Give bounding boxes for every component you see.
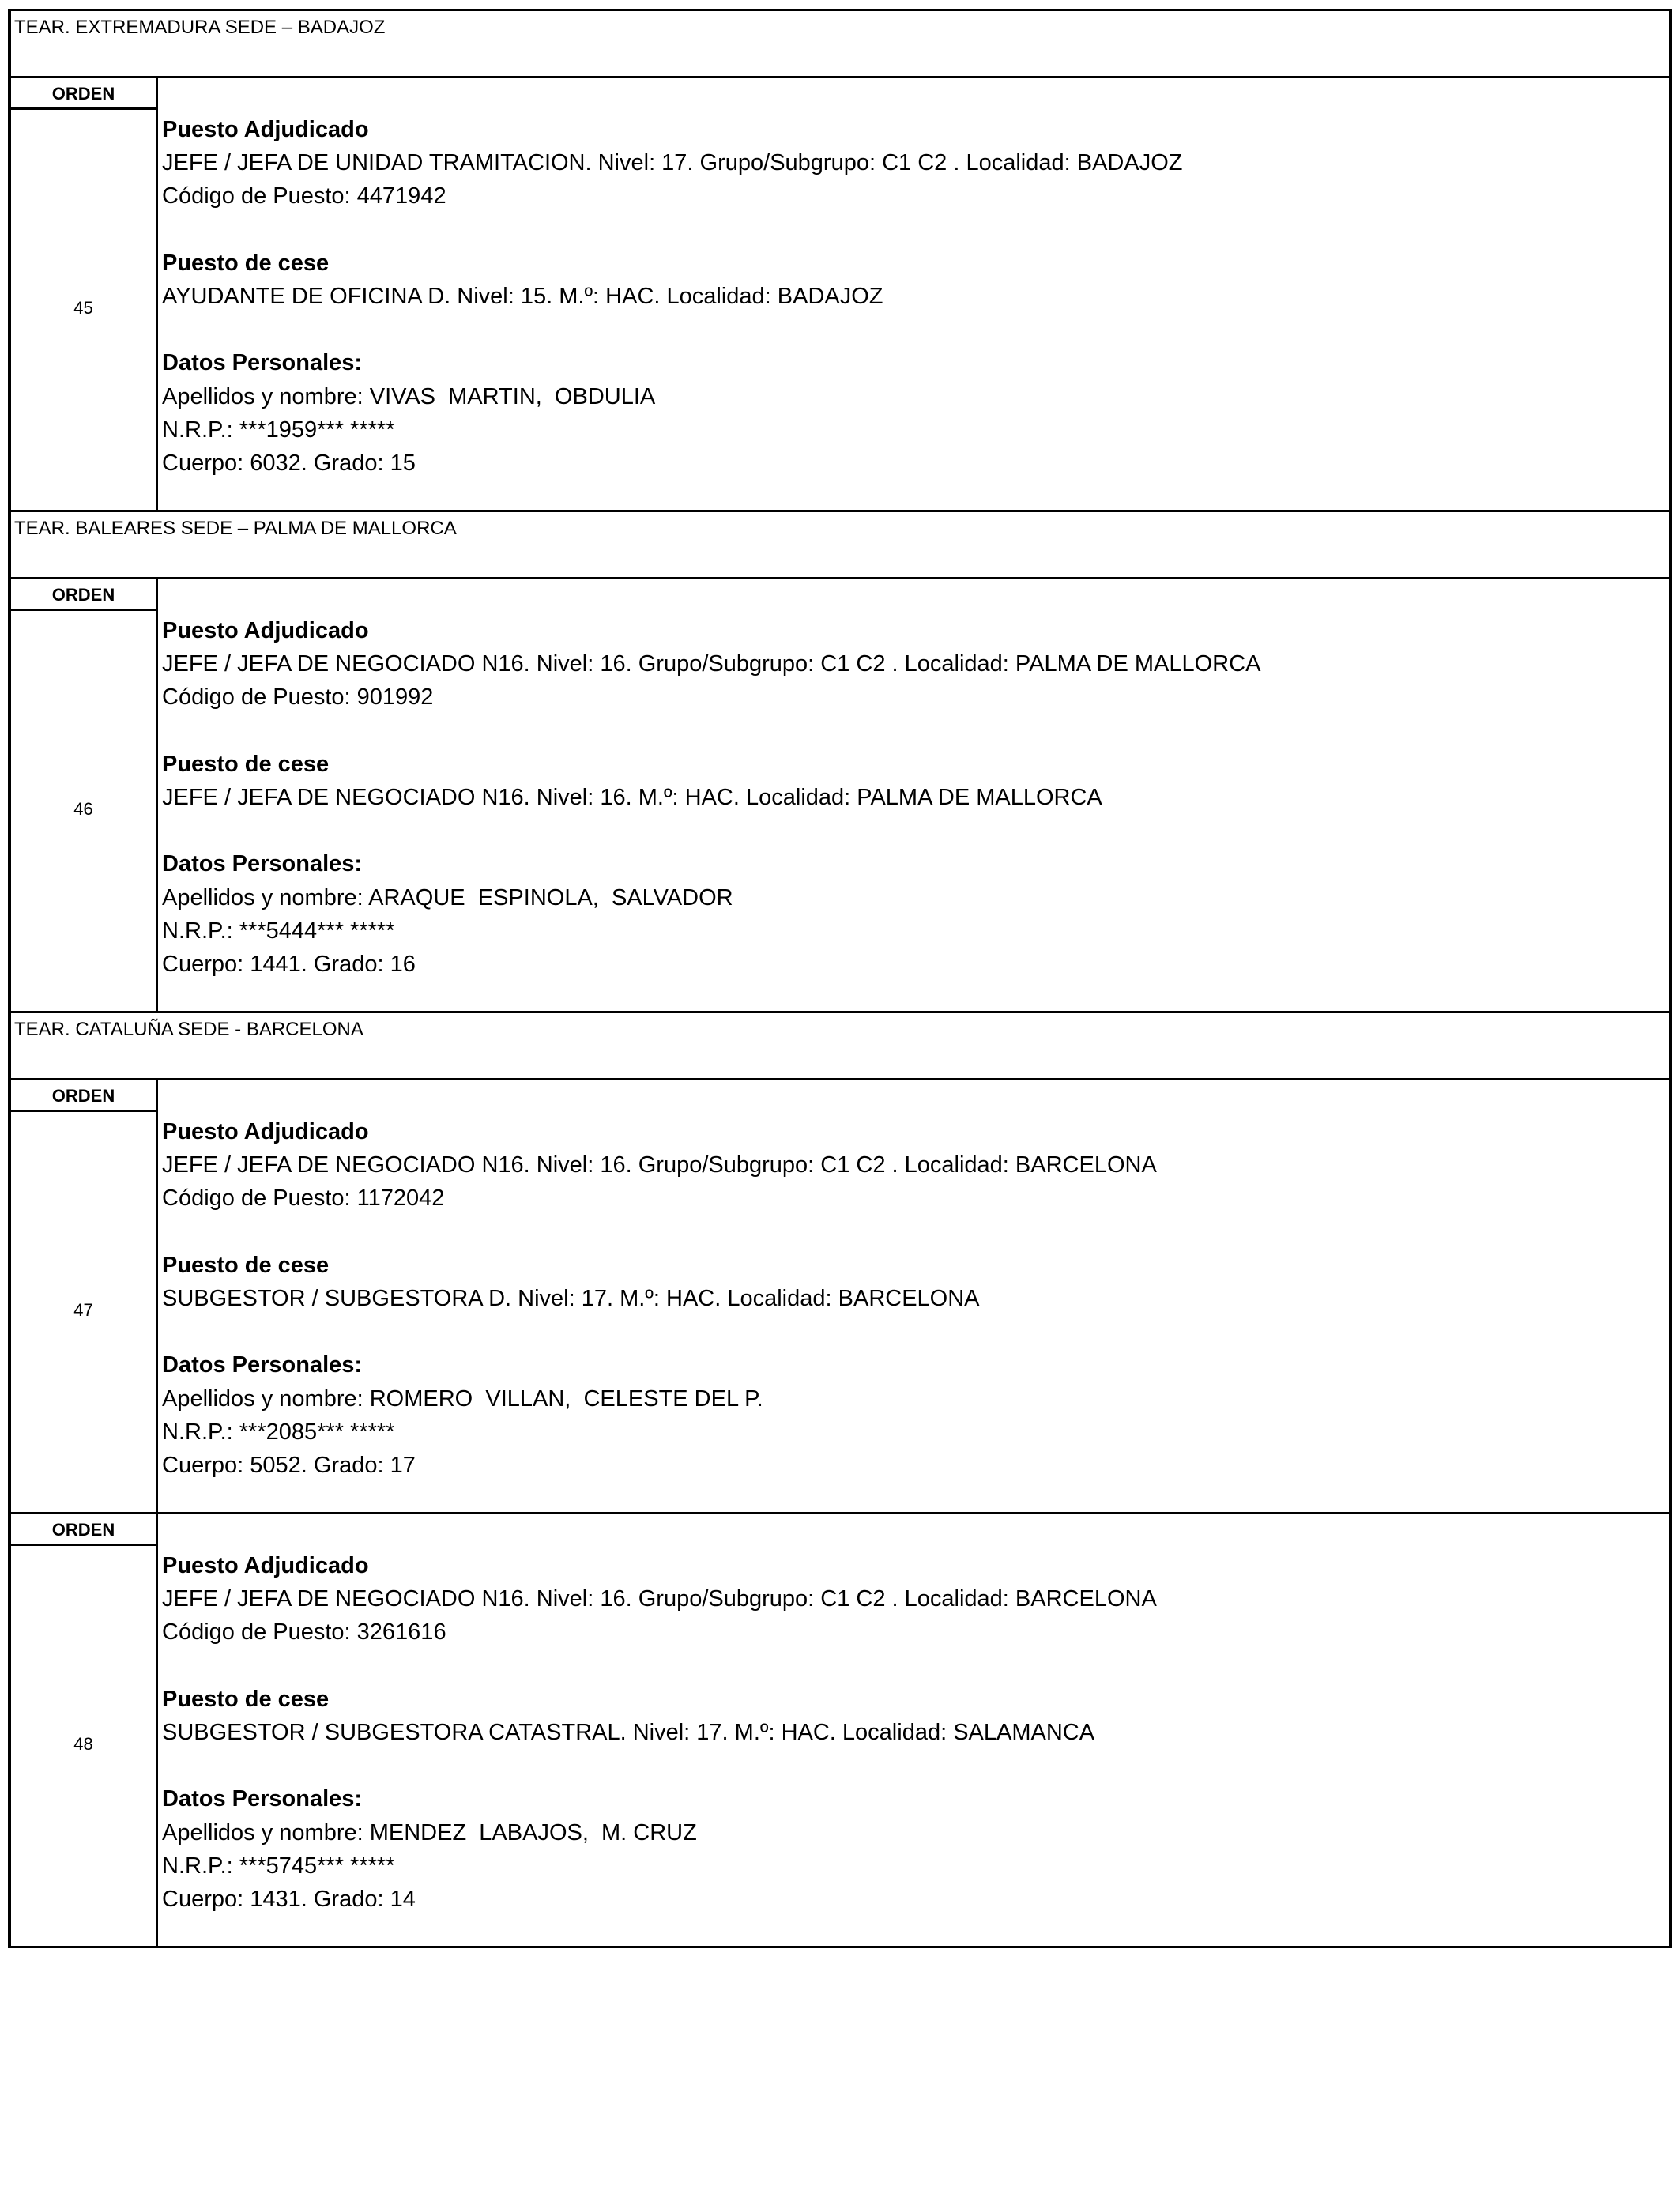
table-row (11, 76, 1669, 510)
orden-number: 47 (73, 1300, 93, 1320)
entry-details (158, 78, 1669, 510)
puesto-cese-value: AYUDANTE DE OFICINA D. Nivel: 15. M.º: HAC. Localidad: BADAJOZ (162, 284, 883, 309)
orden-column (11, 1080, 158, 1512)
puesto-cese-title: Puesto de cese (162, 250, 330, 276)
puesto-adjudicado-value: JEFE / JEFA DE NEGOCIADO N16. Nivel: 16. Grupo/Subgrupo: C1 C2 . Localidad: BARCELONA (162, 1586, 1157, 1612)
section-header: TEAR. CATALUÑA SEDE - BARCELONA (11, 1011, 1669, 1078)
codigo-puesto: Código de Puesto: 901992 (162, 684, 434, 711)
cuerpo-grado: Cuerpo: 6032. Grado: 15 (162, 450, 416, 476)
puesto-cese-title: Puesto de cese (162, 1252, 330, 1278)
puesto-adjudicado-title: Puesto Adjudicado (162, 117, 369, 142)
apellidos-nombre: Apellidos y nombre: ROMERO VILLAN, CELESTE DEL P. (162, 1385, 763, 1412)
entry-details (158, 579, 1669, 1011)
codigo-puesto: Código de Puesto: 3261616 (162, 1619, 446, 1646)
table-row (11, 1512, 1669, 1946)
cuerpo-grado: Cuerpo: 1441. Grado: 16 (162, 952, 416, 977)
cuerpo-grado: Cuerpo: 1431. Grado: 14 (162, 1887, 416, 1912)
orden-label: ORDEN (11, 78, 156, 110)
puesto-adjudicado-value: JEFE / JEFA DE UNIDAD TRAMITACION. Nivel: 17. Grupo/Subgrupo: C1 C2 . Localidad: BADAJOZ (162, 150, 1183, 176)
puesto-cese-value: SUBGESTOR / SUBGESTORA CATASTRAL. Nivel: 17. M.º: HAC. Localidad: SALAMANCA (162, 1720, 1095, 1745)
datos-personales-title: Datos Personales: (162, 1352, 363, 1378)
puesto-cese-title: Puesto de cese (162, 751, 330, 777)
puesto-adjudicado-title: Puesto Adjudicado (162, 1119, 369, 1144)
nrp: N.R.P.: ***5444*** ***** (162, 918, 395, 944)
orden-number: 46 (73, 799, 93, 819)
datos-personales-title: Datos Personales: (162, 851, 363, 877)
section-header: TEAR. EXTREMADURA SEDE – BADAJOZ (11, 9, 1669, 76)
datos-personales-title: Datos Personales: (162, 1786, 363, 1812)
codigo-puesto: Código de Puesto: 4471942 (162, 183, 446, 209)
puesto-adjudicado-title: Puesto Adjudicado (162, 618, 369, 643)
cuerpo-grado: Cuerpo: 5052. Grado: 17 (162, 1453, 416, 1478)
orden-column (11, 1514, 158, 1946)
entry-details (158, 1080, 1669, 1512)
nrp: N.R.P.: ***1959*** ***** (162, 417, 395, 443)
orden-number: 48 (73, 1734, 93, 1754)
entry-details (158, 1514, 1669, 1946)
puesto-cese-value: JEFE / JEFA DE NEGOCIADO N16. Nivel: 16. M.º: HAC. Localidad: PALMA DE MALLORCA (162, 785, 1102, 810)
apellidos-nombre: Apellidos y nombre: VIVAS MARTIN, OBDULIA (162, 383, 656, 409)
orden-label: ORDEN (11, 1080, 156, 1112)
orden-column (11, 579, 158, 1011)
orden-number: 45 (73, 298, 93, 318)
puesto-adjudicado-value: JEFE / JEFA DE NEGOCIADO N16. Nivel: 16. Grupo/Subgrupo: C1 C2 . Localidad: BARCELONA (162, 1152, 1157, 1178)
nrp: N.R.P.: ***5745*** ***** (162, 1853, 395, 1879)
puesto-cese-title: Puesto de cese (162, 1686, 330, 1712)
puesto-adjudicado-value: JEFE / JEFA DE NEGOCIADO N16. Nivel: 16. Grupo/Subgrupo: C1 C2 . Localidad: PALMA DE MALLORCA (162, 651, 1261, 677)
codigo-puesto: Código de Puesto: 1172042 (162, 1186, 445, 1212)
apellidos-nombre: Apellidos y nombre: ARAQUE ESPINOLA, SALVADOR (162, 884, 733, 910)
table-row (11, 1078, 1669, 1512)
section-header: TEAR. BALEARES SEDE – PALMA DE MALLORCA (11, 510, 1669, 577)
orden-column (11, 78, 158, 510)
table-row (11, 577, 1669, 1011)
apellidos-nombre: Apellidos y nombre: MENDEZ LABAJOS, M. CRUZ (162, 1819, 697, 1845)
puesto-adjudicado-title: Puesto Adjudicado (162, 1553, 369, 1578)
datos-personales-title: Datos Personales: (162, 350, 363, 376)
document-table (8, 9, 1672, 1948)
orden-label: ORDEN (11, 579, 156, 611)
puesto-cese-value: SUBGESTOR / SUBGESTORA D. Nivel: 17. M.º: HAC. Localidad: BARCELONA (162, 1286, 980, 1311)
nrp: N.R.P.: ***2085*** ***** (162, 1419, 395, 1445)
orden-label: ORDEN (11, 1514, 156, 1546)
